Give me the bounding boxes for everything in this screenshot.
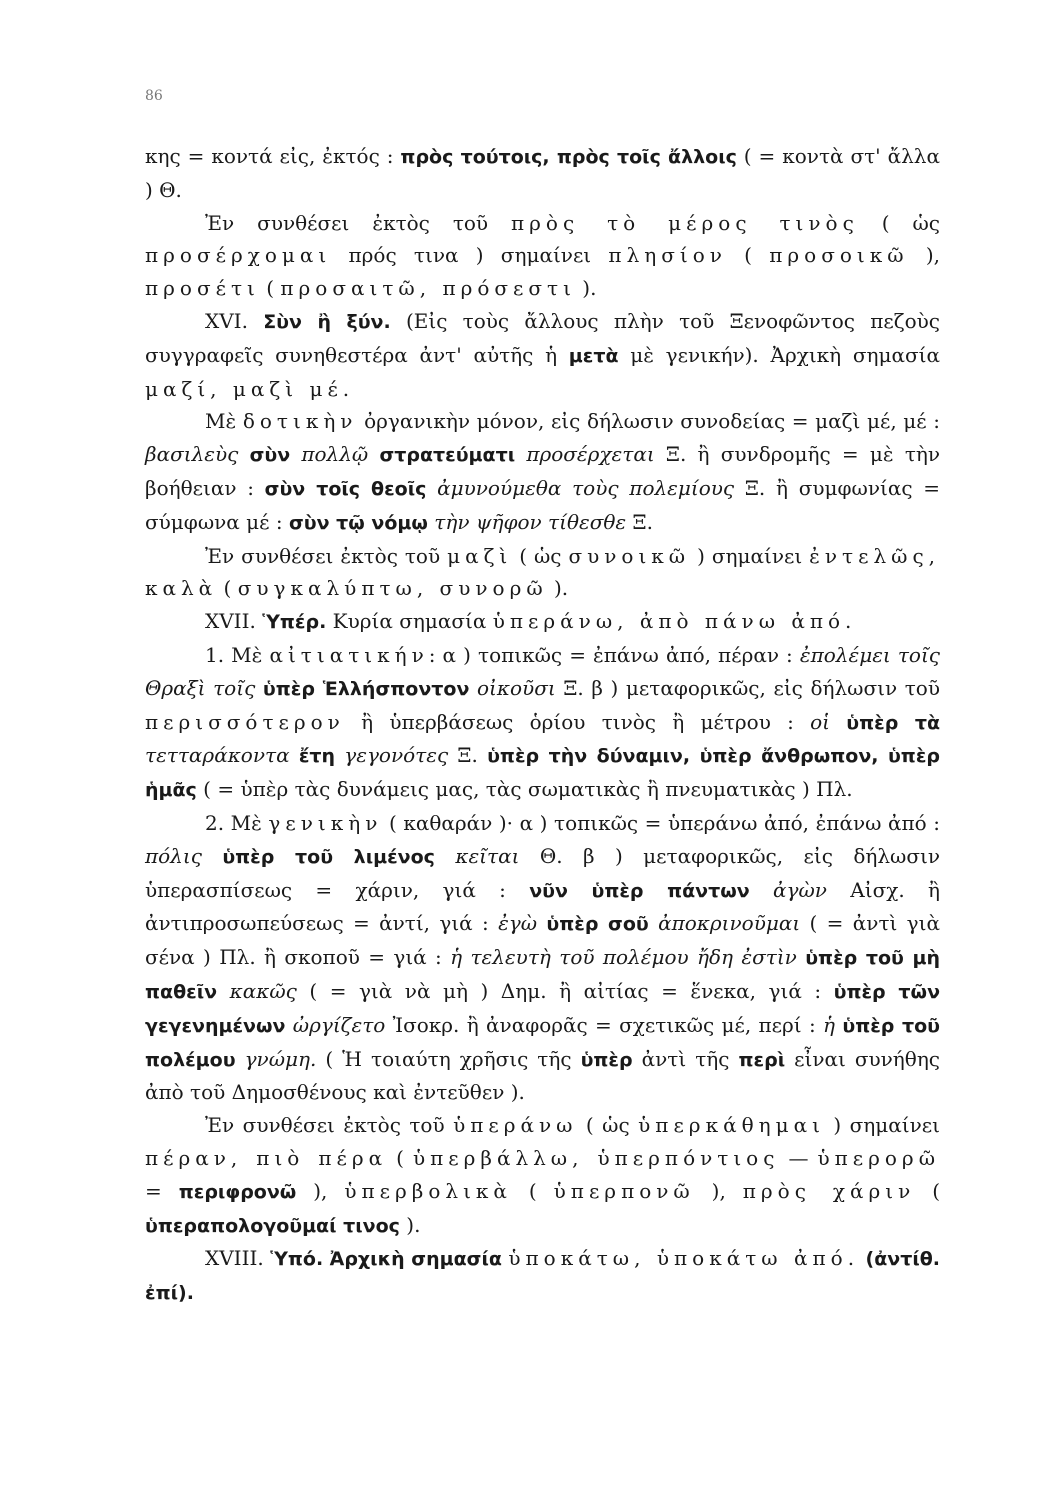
bold-term: Ὑπέρ. bbox=[262, 611, 327, 634]
text-run: εἶναι συνήθης ἀπὸ τοῦ Δημοσθένους καὶ ἐντεῦθεν ). bbox=[145, 1046, 941, 1105]
italic-example: ἀποκρινοῦμαι bbox=[658, 911, 801, 936]
text-run: ( bbox=[217, 576, 238, 601]
spaced-term: ὑπεράνω, ἀπὸ πάνω ἀπό. bbox=[492, 609, 857, 634]
text-run: ( καθαράν )· α ) τοπικῶς = ὑπεράνω ἀπό, ἐπάνω ἀπό : bbox=[382, 810, 940, 835]
bold-term: νῦν ὑπὲρ πάντων bbox=[529, 879, 750, 902]
paragraph bbox=[145, 807, 940, 1109]
spaced-term: γενικὴν bbox=[268, 810, 383, 835]
spaced-term: πρὸς χάριν bbox=[742, 1178, 916, 1203]
text-run: ) σημαίνει bbox=[690, 543, 810, 568]
text-run: Ἐν συνθέσει ἐκτὸς τοῦ bbox=[205, 210, 512, 235]
bold-term: ὑπὲρ τοῦ λιμένος bbox=[222, 845, 435, 868]
spaced-term: ὑπερκάθημαι bbox=[638, 1113, 825, 1138]
italic-example: κεῖται bbox=[455, 843, 520, 868]
italic-example: ἡ τελευτὴ τοῦ πολέμου ἤδη ἐστὶν bbox=[450, 945, 797, 970]
text-run: ( ὡς bbox=[858, 210, 940, 235]
bold-term: ὑπὲρ τὴν δύναμιν, ὑπὲρ ἄνθρωπον, ὑπὲρ ἡμᾶς bbox=[145, 745, 941, 802]
text-run: ). bbox=[399, 1212, 421, 1237]
text-run: ( bbox=[511, 1178, 554, 1203]
text-run: 1. Μὲ bbox=[205, 642, 270, 667]
paragraph bbox=[145, 207, 940, 305]
spaced-term: μαζί, μαζὶ μέ. bbox=[145, 376, 355, 401]
text-run: ( = ὑπὲρ τὰς δυνάμεις μας, τὰς σωματικὰς ἢ πνευματικὰς ) Πλ. bbox=[196, 777, 853, 802]
text-run: ( bbox=[726, 243, 770, 268]
text-run: ( Ἡ τοιαύτη χρῆσις τῆς bbox=[316, 1046, 581, 1071]
text-run: Ξ. bbox=[448, 743, 488, 768]
text-run bbox=[368, 442, 379, 466]
text-run: ), bbox=[296, 1178, 345, 1203]
spaced-term: ὑπερβάλλω, ὑπερπόντιος bbox=[412, 1145, 780, 1170]
bold-term: ὑπὲρ Ἑλλήσποντον bbox=[262, 677, 470, 700]
text-run: ) σημαίνει bbox=[824, 1113, 940, 1138]
bold-term: σὺν τοῖς θεοῖς bbox=[264, 477, 427, 500]
text-run: ἢ ὑπερβάσεως ὁρίου τινὸς ἢ μέτρου : bbox=[344, 709, 811, 734]
paragraph bbox=[145, 639, 940, 807]
text-run: = bbox=[145, 1178, 179, 1203]
page-number: 86 bbox=[145, 88, 163, 104]
text-run: XVIII. bbox=[205, 1246, 271, 1271]
text-run: 2. Μὲ bbox=[205, 810, 269, 835]
bold-term: Ὑπό. bbox=[270, 1248, 324, 1271]
text-run bbox=[236, 1047, 245, 1071]
italic-example: κακῶς bbox=[229, 978, 297, 1003]
bold-term: ὑπὲρ τὰ bbox=[846, 711, 941, 734]
bold-term: σὺν bbox=[249, 444, 291, 467]
text-run: — bbox=[779, 1145, 818, 1170]
italic-example: ἀμυνούμεθα τοὺς πολεμίους bbox=[437, 475, 735, 500]
text-run: Ξ. ἢ συμφωνίας = σύμφωνα μέ : bbox=[145, 475, 941, 534]
bold-term: ὑπὲρ τῶν γεγενημένων bbox=[145, 980, 941, 1037]
text-run: Ξ. β ) μεταφορικῶς, εἰς δήλωσιν τοῦ bbox=[555, 675, 941, 700]
spaced-term: περισσότερον bbox=[145, 709, 345, 734]
text-run bbox=[202, 844, 222, 868]
text-run bbox=[649, 911, 658, 935]
italic-example: ἀγὼν bbox=[773, 877, 827, 902]
italic-example: οἰκοῦσι bbox=[477, 675, 556, 700]
body-text bbox=[145, 140, 940, 1310]
italic-example: βασιλεὺς bbox=[145, 442, 239, 467]
text-run: ( bbox=[259, 276, 281, 301]
text-run: ( = κοντὰ στ' ἄλλα ) Θ. bbox=[145, 144, 940, 202]
text-run: Ξ. bbox=[626, 509, 653, 534]
text-run: Ἐν συνθέσει ἐκτὸς τοῦ bbox=[205, 1113, 454, 1138]
bold-term: Ἀρχικὴ σημασία bbox=[329, 1248, 502, 1271]
text-run: κης = κοντά εἰς, ἐκτός : bbox=[145, 144, 401, 168]
italic-example: τὴν ψῆφον τίθεσθε bbox=[434, 509, 627, 534]
text-run: XVII. bbox=[205, 609, 263, 634]
paragraph bbox=[145, 1109, 940, 1242]
text-run bbox=[290, 743, 299, 767]
text-run: ), bbox=[694, 1178, 743, 1203]
spaced-term: ἐντελῶς, καλὰ bbox=[145, 543, 940, 601]
italic-example: οἱ bbox=[810, 709, 831, 734]
text-run: (Εἰς τοὺς ἄλλους πλὴν τοῦ Ξενοφῶντος πεζοὺς συγγραφεῖς συνηθεστέρα ἀντ' αὐτῆς ἡ bbox=[145, 308, 940, 367]
text-run: XVI. bbox=[205, 308, 264, 333]
text-run bbox=[515, 442, 526, 466]
text-run: πρός τινα ) σημαίνει bbox=[331, 243, 609, 268]
italic-example: ἐγὼ bbox=[498, 911, 538, 936]
text-run bbox=[469, 676, 477, 700]
spaced-term: προσέτι bbox=[145, 276, 260, 301]
text-run: ). bbox=[575, 276, 597, 301]
paragraph bbox=[145, 140, 940, 207]
text-run: ( = ἀντὶ γιὰ σένα ) Πλ. ἢ σκοποῦ = γιά : bbox=[145, 911, 940, 970]
paragraph bbox=[145, 605, 940, 639]
text-run: : α ) τοπικῶς = ἐπάνω ἀπό, πέραν : bbox=[428, 642, 800, 667]
spaced-term: συγκαλύπτω, συνορῶ bbox=[237, 576, 548, 601]
spaced-term: προσέρχομαι bbox=[145, 243, 332, 268]
spaced-term: πέραν, πιὸ πέρα bbox=[145, 1145, 388, 1170]
bold-term: ὑπὲρ τοῦ πολέμου bbox=[145, 1014, 940, 1071]
paragraph bbox=[145, 540, 940, 606]
bold-term: περὶ bbox=[738, 1048, 786, 1071]
text-run: ). bbox=[547, 576, 569, 601]
spaced-term: μαζὶ bbox=[447, 543, 513, 568]
bold-term: ὑπεραπολογοῦμαί τινος bbox=[145, 1214, 400, 1237]
spaced-term: προσοικῶ bbox=[769, 243, 909, 268]
text-run: Αἰσχ. ἢ ἀντιπροσωπεύσεως = ἀντί, γιά : bbox=[145, 877, 940, 936]
bold-term: ὑπὲρ bbox=[580, 1048, 633, 1071]
text-run: Κυρία σημασία bbox=[326, 609, 493, 634]
text-run bbox=[217, 979, 230, 1003]
text-run bbox=[797, 945, 805, 969]
paragraph bbox=[145, 405, 940, 539]
spaced-term: αἰτιατικήν bbox=[269, 642, 429, 667]
italic-example: πολλῷ bbox=[301, 442, 369, 467]
spaced-term: ὑπερπονῶ bbox=[553, 1178, 695, 1203]
spaced-term: πρὸς τὸ μέρος τινὸς bbox=[511, 210, 859, 235]
text-run: ( ὡς bbox=[577, 1113, 639, 1138]
text-run bbox=[426, 476, 437, 500]
text-run: ( ὡς bbox=[512, 543, 569, 568]
bold-term: ὑπὲρ σοῦ bbox=[546, 913, 649, 936]
text-run bbox=[255, 676, 263, 700]
italic-example: τετταράκοντα bbox=[145, 743, 290, 768]
bold-term: πρὸς τούτοις, πρὸς τοῖς ἄλλοις bbox=[400, 146, 737, 168]
spaced-term: ὑπεράνω bbox=[453, 1113, 578, 1138]
spaced-term: δοτικὴν bbox=[242, 409, 358, 434]
spaced-term: ὑπερορῶ bbox=[817, 1145, 940, 1170]
text-run bbox=[285, 1013, 292, 1037]
bold-term: σὺν τῷ νόμῳ bbox=[288, 511, 428, 534]
italic-example: γνώμη. bbox=[244, 1046, 317, 1071]
text-run bbox=[290, 442, 301, 466]
paragraph bbox=[145, 1242, 940, 1310]
italic-example: προσέρχεται bbox=[526, 442, 655, 467]
spaced-term: συνοικῶ bbox=[568, 543, 691, 568]
text-run bbox=[830, 710, 846, 734]
bold-term: ἔτη bbox=[298, 745, 336, 768]
bold-term: στρατεύματι bbox=[379, 444, 516, 467]
text-run: Μὲ bbox=[205, 409, 243, 434]
italic-example: ἐπολέμει τοῖς Θραξὶ τοῖς bbox=[145, 642, 940, 700]
italic-example: ὠργίζετο bbox=[292, 1012, 386, 1037]
text-run bbox=[335, 743, 344, 767]
spaced-term: πλησίον bbox=[608, 243, 727, 268]
italic-example: ἡ bbox=[823, 1012, 836, 1037]
bold-term: (ἀντίθ. ἐπί). bbox=[145, 1248, 940, 1305]
text-run bbox=[435, 844, 455, 868]
bold-term: μετὰ bbox=[568, 344, 619, 367]
text-run: ὀργανικὴν μόνον, εἰς δήλωσιν συνοδείας = μαζὶ μέ, μέ : bbox=[357, 409, 940, 434]
spaced-term: προσαιτῶ, πρόσεστι bbox=[280, 276, 576, 301]
text-run: Ἰσοκρ. ἢ ἀναφορᾶς = σχετικῶς μέ, περί : bbox=[385, 1012, 824, 1037]
spaced-term: ὑπερβολικὰ bbox=[344, 1178, 512, 1203]
text-run: Ξ. ἢ συνδρομῆς = μὲ τὴν βοήθειαν : bbox=[145, 442, 941, 500]
italic-example: γεγονότες bbox=[344, 743, 449, 768]
text-run bbox=[750, 878, 773, 902]
bold-term: Σὺν ἢ ξύν. bbox=[263, 310, 391, 333]
text-run: Θ. β ) μεταφορικῶς, εἰς δήλωσιν ὑπερασπίσεως = χάριν, γιά : bbox=[145, 843, 940, 902]
text-run: μὲ γενικήν). Ἀρχικὴ σημασία bbox=[618, 342, 940, 367]
text-run: Ἐν συνθέσει ἐκτὸς τοῦ bbox=[205, 543, 448, 568]
text-run: ( bbox=[915, 1178, 941, 1203]
text-run bbox=[238, 442, 249, 466]
text-run: ( = γιὰ νὰ μὴ ) Δημ. ἢ αἰτίας = ἕνεκα, γιά : bbox=[296, 978, 834, 1003]
paragraph bbox=[145, 305, 940, 405]
text-run: ), bbox=[908, 243, 940, 268]
text-run: ( bbox=[387, 1145, 413, 1170]
bold-term: περιφρονῶ bbox=[178, 1180, 297, 1203]
text-run: ἀντὶ τῆς bbox=[632, 1046, 739, 1071]
italic-example: πόλις bbox=[145, 843, 202, 868]
bold-term: ὑπὲρ τοῦ μὴ παθεῖν bbox=[145, 947, 940, 1003]
spaced-term: ὑποκάτω, ὑποκάτω ἀπό. bbox=[508, 1246, 860, 1271]
